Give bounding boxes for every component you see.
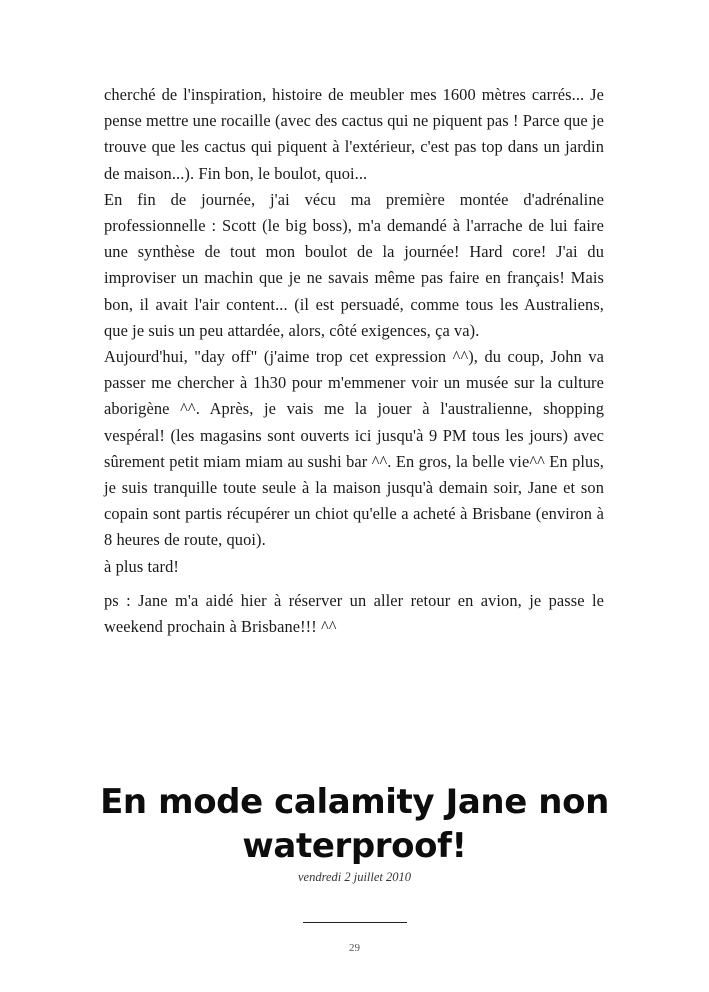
paragraph: cherché de l'inspiration, histoire de meubler mes 1600 mètres carrés... Je pense mettre une rocaille (avec des cactus qui ne piquent pas ! Parce que je trouve que les cactus qui piquent à l'extérieur, c'est pas top dans un jardin de maison...). Fin bon, le boulot, quoi... (104, 85, 605, 183)
paragraph: En fin de journée, j'ai vécu ma première montée d'adrénaline professionnelle : Scott (le big boss), m'a demandé à l'arrache de lui faire une synthèse de tout mon boulot de la journée! Hard core! J'ai du improviser un machin que je ne savais même pas faire en français! Mais bon, il avait l'air content... (il est persuadé, comme tous les Australiens, que je suis un peu attardée, alors, côté exigences, ça va). (104, 189, 604, 340)
section-date: vendredi 2 juillet 2010 (297, 870, 412, 884)
paragraph: à plus tard! (104, 556, 179, 576)
postscript: ps : Jane m'a aidé hier à réserver un aller retour en avion, je passe le weekend prochain à Brisbane!!! ^^ (104, 590, 604, 637)
page-number: 29 (349, 942, 360, 954)
footer-divider (303, 922, 407, 923)
paragraph: Aujourd'hui, "day off" (j'aime trop cet expression ^^), du coup, John va passer me chercher à 1h30 pour m'emmener voir un musée sur la culture aborigène ^^. Après, je vais me la jouer à l'australienne, shopping vespéral! (les magasins sont ouverts ici jusqu'à 9 PM tous les jours) avec sûrement petit miam miam au sushi bar ^^. En gros, la belle vie^^ En plus, je suis tranquille toute seule à la maison jusqu'à demain soir, Jane et son copain sont partis récupérer un chiot qu'elle a acheté à Brisbane (environ à 8 heures de route, quoi). (104, 347, 604, 550)
body-text (104, 82, 604, 640)
section-title: En mode calamity Jane non waterproof! (100, 782, 609, 866)
